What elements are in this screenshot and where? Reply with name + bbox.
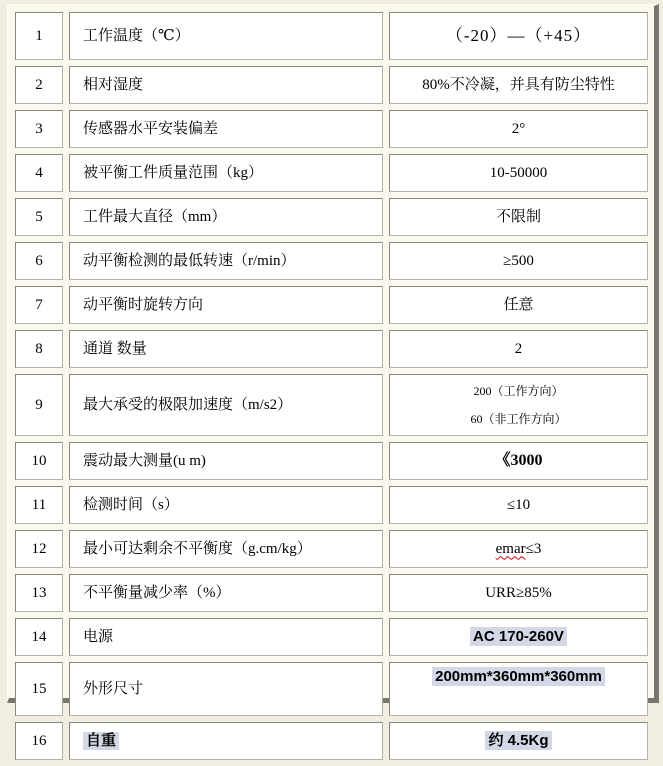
spec-value-cell xyxy=(389,530,648,568)
spec-value: 80%不冷凝，并具有防尘特性 xyxy=(422,76,615,93)
spec-label: 震动最大测量(u m) xyxy=(83,452,206,469)
spec-label-cell xyxy=(69,110,383,148)
spec-value-line xyxy=(391,120,646,139)
spec-value-cell xyxy=(389,618,648,656)
spec-value-line xyxy=(391,384,646,399)
spec-value-line xyxy=(391,164,646,183)
spec-label: 电源 xyxy=(83,628,114,645)
spec-label-cell xyxy=(69,66,383,104)
spec-label: 最小可达剩余不平衡度（g.cm/kg） xyxy=(83,540,312,557)
spec-value: ≥500 xyxy=(503,252,534,269)
spec-label-cell xyxy=(69,154,383,192)
row-number: 8 xyxy=(15,330,63,368)
row-number: 16 xyxy=(15,722,63,760)
spec-label: 相对湿度 xyxy=(83,76,144,93)
spec-value-line xyxy=(391,252,646,271)
spec-value: 任意 xyxy=(503,296,534,313)
spec-value-cell xyxy=(389,110,648,148)
spec-value-cell xyxy=(389,374,648,436)
spec-value-line xyxy=(391,340,646,359)
spec-value: AC 170-260V xyxy=(470,627,567,646)
spec-value-line xyxy=(391,540,646,559)
table-row xyxy=(15,618,648,656)
spec-label-cell xyxy=(69,530,383,568)
spec-label-cell xyxy=(69,574,383,612)
row-number: 4 xyxy=(15,154,63,192)
row-number: 14 xyxy=(15,618,63,656)
spec-value-cell xyxy=(389,242,648,280)
spec-value-line xyxy=(391,76,646,95)
spec-label: 工件最大直径（mm） xyxy=(83,208,227,225)
table-row xyxy=(15,574,648,612)
spec-table-body xyxy=(15,12,648,760)
spec-sheet-page xyxy=(7,4,659,749)
spec-value: 200mm*360mm*360mm xyxy=(432,667,605,686)
spec-label-cell xyxy=(69,442,383,480)
spec-label-cell xyxy=(69,486,383,524)
spec-label: 自重 xyxy=(83,732,119,750)
spec-value-line xyxy=(391,732,646,751)
table-row xyxy=(15,110,648,148)
spellcheck-word: emar xyxy=(495,540,526,557)
spec-value: （-20）—（+45） xyxy=(445,26,592,46)
spec-value-cell xyxy=(389,330,648,368)
spec-value: ≤3 xyxy=(525,540,542,557)
row-number: 12 xyxy=(15,530,63,568)
table-row xyxy=(15,374,648,436)
spec-label: 动平衡检测的最低转速（r/min） xyxy=(83,252,296,269)
row-number: 6 xyxy=(15,242,63,280)
spec-value-line xyxy=(391,208,646,227)
spec-label-cell xyxy=(69,198,383,236)
spec-value-line xyxy=(391,628,646,647)
spec-value-line xyxy=(391,584,646,603)
table-row xyxy=(15,486,648,524)
spec-label: 外形尺寸 xyxy=(83,680,144,697)
spec-table xyxy=(9,6,654,766)
table-row xyxy=(15,722,648,760)
spec-label-cell xyxy=(69,662,383,716)
spec-label: 动平衡时旋转方向 xyxy=(83,296,204,313)
spec-value: 2 xyxy=(514,340,523,357)
spec-value-cell xyxy=(389,442,648,480)
spec-value-line xyxy=(391,668,646,687)
row-number: 13 xyxy=(15,574,63,612)
spec-label-cell xyxy=(69,286,383,324)
spec-value-line-2: 60（非工作方向） xyxy=(470,411,567,426)
table-row xyxy=(15,198,648,236)
spec-label: 被平衡工件质量范围（kg） xyxy=(83,164,264,181)
spec-value: ≤10 xyxy=(506,496,531,513)
spec-label-cell xyxy=(69,722,383,760)
spec-label-cell xyxy=(69,618,383,656)
spec-value-cell xyxy=(389,722,648,760)
spec-value-cell xyxy=(389,486,648,524)
spec-value-line xyxy=(391,25,646,47)
row-number: 9 xyxy=(15,374,63,436)
spec-label: 传感器水平安装偏差 xyxy=(83,120,219,137)
row-number: 2 xyxy=(15,66,63,104)
spec-label-cell xyxy=(69,242,383,280)
spec-value: 《3000 xyxy=(494,452,543,469)
table-row xyxy=(15,154,648,192)
table-row xyxy=(15,530,648,568)
spec-value: 不限制 xyxy=(495,208,541,225)
spec-label: 最大承受的极限加速度（m/s2） xyxy=(83,396,293,413)
row-number: 15 xyxy=(15,662,63,716)
spec-label: 不平衡量减少率（%） xyxy=(83,584,231,601)
spec-value-line xyxy=(391,296,646,315)
spec-label-cell xyxy=(69,12,383,60)
spec-value-cell xyxy=(389,662,648,716)
spec-value: 2° xyxy=(511,120,526,137)
row-number: 3 xyxy=(15,110,63,148)
spec-value-cell xyxy=(389,574,648,612)
spec-label-cell xyxy=(69,330,383,368)
row-number: 5 xyxy=(15,198,63,236)
row-number: 7 xyxy=(15,286,63,324)
table-row xyxy=(15,442,648,480)
table-row xyxy=(15,662,648,716)
spec-label-cell xyxy=(69,374,383,436)
spec-value-line xyxy=(391,451,646,471)
spec-label: 检测时间（s） xyxy=(83,496,179,513)
row-number: 10 xyxy=(15,442,63,480)
spec-value-cell xyxy=(389,12,648,60)
spec-value-line xyxy=(391,496,646,515)
spec-value-cell xyxy=(389,286,648,324)
spec-value-cell xyxy=(389,154,648,192)
spec-label: 通道 数量 xyxy=(83,340,147,357)
table-row xyxy=(15,330,648,368)
spec-value-cell xyxy=(389,198,648,236)
row-number: 11 xyxy=(15,486,63,524)
table-row xyxy=(15,12,648,60)
table-row xyxy=(15,66,648,104)
spec-value: 约 4.5Kg xyxy=(485,731,551,750)
table-row xyxy=(15,286,648,324)
spec-value: URR≥85% xyxy=(485,584,552,601)
spec-label: 工作温度（℃） xyxy=(83,27,190,44)
table-row xyxy=(15,242,648,280)
row-number: 1 xyxy=(15,12,63,60)
spec-value-cell xyxy=(389,66,648,104)
spec-value: 200（工作方向） xyxy=(473,383,564,398)
spec-value: 10-50000 xyxy=(489,164,548,181)
